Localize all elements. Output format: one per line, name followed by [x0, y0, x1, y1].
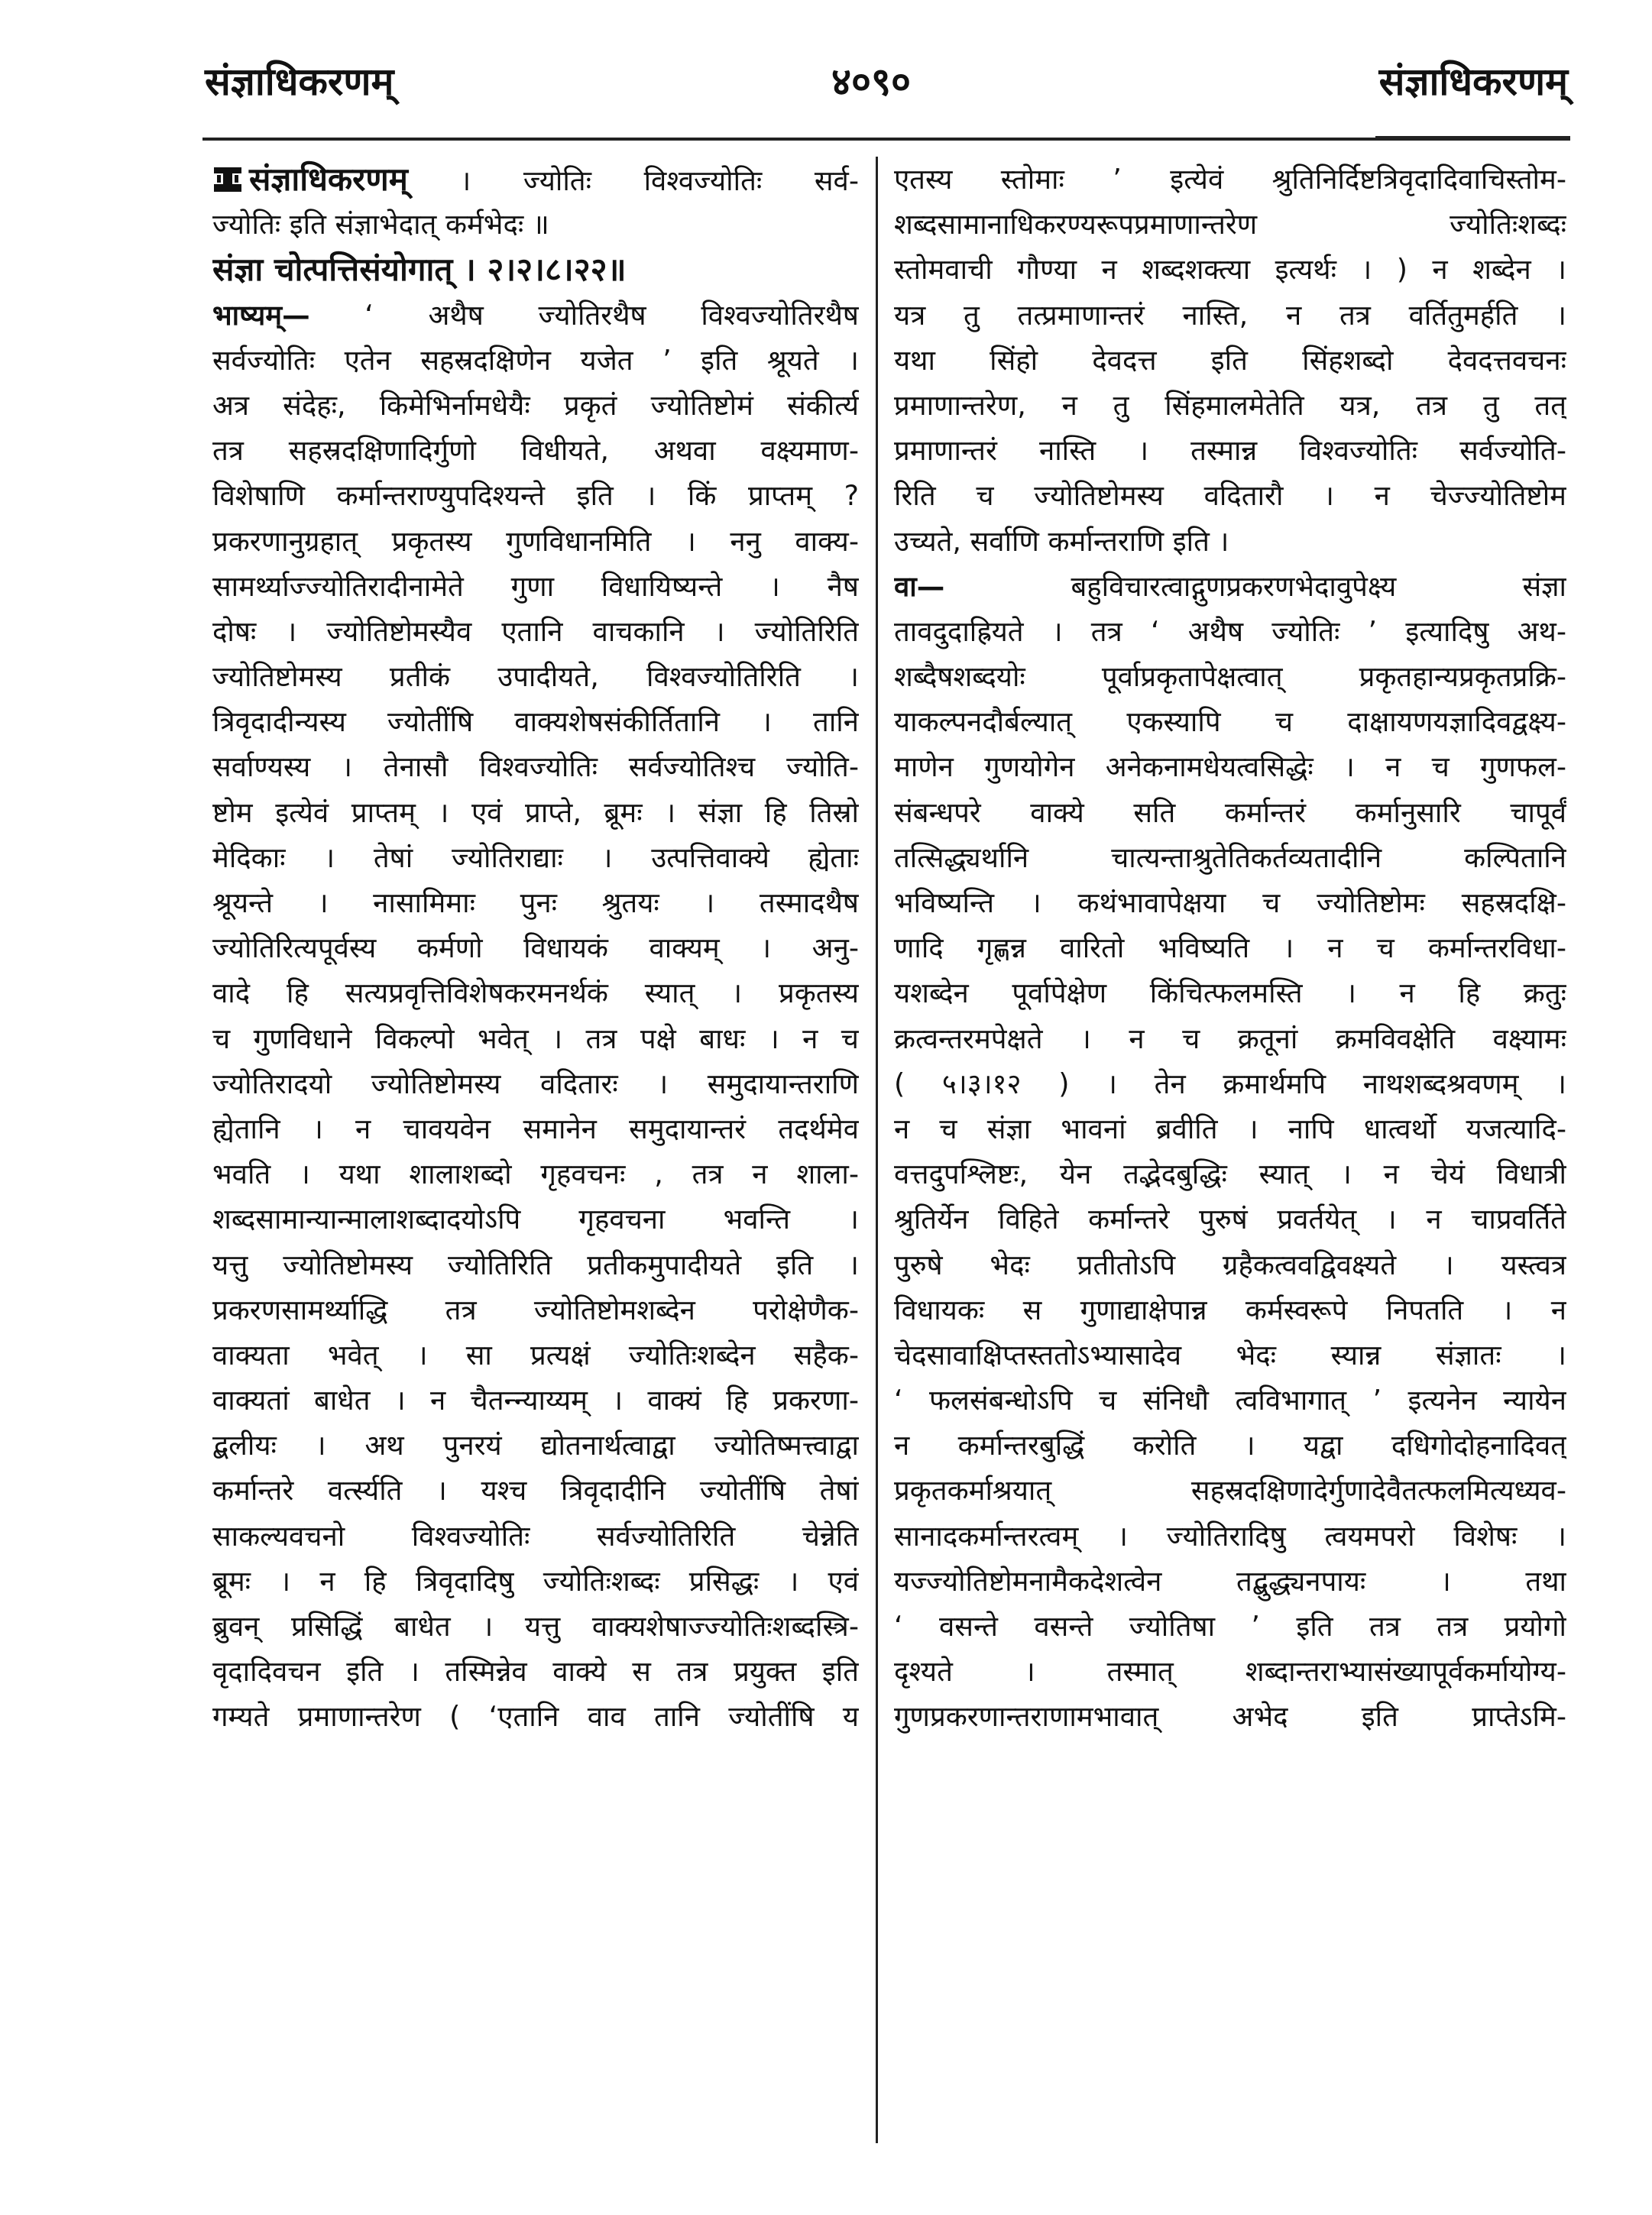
text-line: सर्वाण्यस्य । तेनासौ विश्वज्योतिः सर्वज्योतिश्च ज्योति- [212, 750, 859, 784]
bhashya-first-line-text: ‘ अथैष ज्योतिरथैष विश्वज्योतिरथैष [364, 298, 859, 332]
header-rule-short [1375, 136, 1570, 138]
adhikarana-line-rest: । ज्योतिः विश्वज्योतिः सर्व- [460, 164, 859, 197]
text-line: ‘ फलसंबन्धोऽपि च संनिधौ त्वविभागात् ’ इत्यनेन न्यायेन [894, 1384, 1566, 1417]
text-line: वत्तदुपश्लिष्टः, येन तद्भेदबुद्धिः स्यात् । न चेयं विधात्री [894, 1158, 1566, 1191]
text-line: वाक्यता भवेत् । सा प्रत्यक्षं ज्योतिःशब्देन सहैक- [212, 1338, 859, 1371]
text-line: त्रिवृदादीन्यस्य ज्योतींषि वाक्यशेषसंकीर्तितानि । तानि [212, 705, 859, 739]
text-line: गम्यते प्रमाणान्तरेण ( ‘एतानि वाव तानि ज्योतींषि य [212, 1700, 859, 1734]
column-divider [876, 157, 878, 2143]
text-line: वृदादिवचन इति । तस्मिन्नेव वाक्ये स तत्र प्रयुक्त इति [212, 1655, 859, 1689]
text-line: विधायकः स गुणाद्याक्षेपान्न कर्मस्वरूपे निपतति । न [894, 1293, 1566, 1326]
text-line: स्तोमवाची गौण्या न शब्दशक्त्या इत्यर्थः । ) न शब्देन । [894, 253, 1566, 287]
running-header-right: संज्ञाधिकरणम् [1378, 60, 1568, 104]
page-number: ४०९० [831, 60, 911, 104]
text-line: ह्येतानि । न चावयवेन समानेन समुदायान्तरं तदर्थमेव [212, 1112, 859, 1145]
text-line: श्रूयन्ते । नासामिमाः पुनः श्रुतयः । तस्मादथैष [212, 886, 859, 919]
running-header-left: संज्ञाधिकरणम् [205, 60, 394, 104]
text-line: संबन्धपरे वाक्ये सति कर्मान्तरं कर्मानुसारि चापूर्वं [894, 795, 1566, 829]
text-line: गुणप्रकरणान्तराणामभावात् अभेद इति प्राप्तेऽमि- [894, 1700, 1566, 1734]
text-line: शब्दैषशब्दयोः पूर्वाप्रकृतापेक्षत्वात् प्रकृतहान्यप्रकृतप्रक्रि- [894, 660, 1566, 694]
text-line: ज्योतिरित्यपूर्वस्य कर्मणो विधायकं वाक्यम् । अनु- [212, 931, 859, 965]
text-line: भविष्यन्ति । कथंभावापेक्षया च ज्योतिष्टोमः सहस्रदक्षि- [894, 886, 1566, 919]
header-rule [202, 138, 1570, 141]
bhashya-label: भाष्यम्— [212, 298, 310, 332]
bhashya-first-line [212, 293, 859, 338]
bhashya-body [212, 338, 859, 1740]
text-line: साकल्यवचनो विश्वज्योतिः सर्वज्योतिरिति चेन्नेति [212, 1519, 859, 1553]
adhikarana-title: संज्ञाधिकरणम् [249, 160, 408, 198]
text-line: ‘ वसन्ते वसन्ते ज्योतिषा ’ इति तत्र तत्र प्रयोगो [894, 1610, 1566, 1643]
sutra: संज्ञा चोत्पत्तिसंयोगात् । २।२।८।२२॥ [212, 251, 627, 289]
text-line: श्रुतिर्येन विहिते कर्मान्तरे पुरुषं प्रवर्तयेत् । न चाप्रवर्तिते [894, 1203, 1566, 1236]
text-line: यथा सिंहो देवदत्त इति सिंहशब्दो देवदत्तवचनः [894, 343, 1566, 377]
text-line: वाक्यतां बाधेत । न चैतन्न्याय्यम् । वाक्यं हि प्रकरणा- [212, 1384, 859, 1417]
text-line: प्रकरणानुग्रहात् प्रकृतस्य गुणविधानमिति । ननु वाक्य- [212, 524, 859, 558]
text-line: दोषः । ज्योतिष्टोमस्यैव एतानि वाचकानि । ज्योतिरिति [212, 614, 859, 648]
text-line: यत्र तु तत्प्रमाणान्तरं नास्ति, न तत्र वर्तितुमर्हति । [894, 298, 1566, 332]
text-line: दृश्यते । तस्मात् शब्दान्तराभ्यासंख्यापूर्वकर्मायोग्य- [894, 1655, 1566, 1689]
text-line: न कर्मान्तरबुद्धिं करोति । यद्वा दधिगोदोहनादिवत् [894, 1429, 1566, 1462]
varttika-body [894, 609, 1566, 1740]
text-line: ज्योतिरादयो ज्योतिष्टोमस्य वदितारः । समुदायान्तराणि [212, 1067, 859, 1100]
text-line: ( ५।३।१२ ) । तेन क्रमार्थमपि नाथशब्दश्रवणम् । [894, 1067, 1566, 1100]
text-line: कर्मान्तरे वर्त्स्यति । यश्च त्रिवृदादीनि ज्योतींषि तेषां [212, 1474, 859, 1507]
text-line: ष्टोम इत्येवं प्राप्तम् । एवं प्राप्ते, ब्रूमः । संज्ञा हि तिस्रो [212, 795, 859, 829]
text-line: सर्वज्योतिः एतेन सहस्रदक्षिणेन यजेत ’ इति श्रूयते । [212, 343, 859, 377]
text-line: ज्योतिष्टोमस्य प्रतीकं उपादीयते, विश्वज्योतिरिति । [212, 660, 859, 694]
text-line: न च संज्ञा भावनां ब्रवीति । नापि धात्वर्थो यजत्यादि- [894, 1112, 1566, 1145]
text-line: तावदुदाह्रियते । तत्र ‘ अथैष ज्योतिः ’ इत्यादिषु अथ- [894, 614, 1566, 648]
text-line: द्बलीयः । अथ पुनरयं द्योतनार्थत्वाद्वा ज्योतिष्मत्त्वाद्वा [212, 1429, 859, 1462]
text-line: प्रकृतकर्माश्रयात् सहस्रदक्षिणादेर्गुणादेवैतत्फलमित्यध्यव- [894, 1474, 1566, 1507]
text-line: यज्ज्योतिष्टोमनामैकदेशत्वेन तद्बुद्ध्यनपायः । तथा [894, 1564, 1566, 1598]
text-line: वादे हि सत्यप्रवृत्तिविशेषकरमनर्थकं स्यात् । प्रकृतस्य [212, 976, 859, 1010]
right-column [894, 157, 1566, 1740]
text-line: ब्रूमः । न हि त्रिवृदादिषु ज्योतिःशब्दः प्रसिद्धः । एवं [212, 1564, 859, 1598]
text-line: प्रमाणान्तरं नास्ति । तस्मान्न विश्वज्योतिः सर्वज्योति- [894, 434, 1566, 468]
text-line: यत्तु ज्योतिष्टोमस्य ज्योतिरिति प्रतीकमुपादीयते इति । [212, 1248, 859, 1281]
text-line: पुरुषे भेदः प्रतीतोऽपि ग्रहैकत्ववद्विवक्ष्यते । यस्त्वत्र [894, 1248, 1566, 1281]
text-line: च गुणविधाने विकल्पो भवेत् । तत्र पक्षे बाधः । न च [212, 1022, 859, 1055]
text-line: उच्यते, सर्वाणि कर्मान्तराणि इति । [894, 524, 1229, 558]
text-line: यशब्देन पूर्वापेक्षेण किंचित्फलमस्ति । न हि क्रतुः [894, 976, 1566, 1010]
varttika-first-line-text: बहुविचारत्वाद्गुणप्रकरणभेदावुपेक्ष्य संज्ञा [1071, 569, 1566, 603]
section-mark-icon [212, 164, 243, 195]
text-line: तत्र सहस्रदक्षिणादिर्गुणो विधीयते, अथवा वक्ष्यमाण- [212, 434, 859, 468]
text-line: भवति । यथा शालाशब्दो गृहवचनः , तत्र न शाला- [212, 1158, 859, 1191]
text-line: शब्दसामानाधिकरण्यरूपप्रमाणान्तरेण ज्योतिःशब्दः [894, 208, 1566, 241]
text-line: प्रकरणसामर्थ्याद्धि तत्र ज्योतिष्टोमशब्देन परोक्षेणैक- [212, 1293, 859, 1326]
bhashya-continuation [894, 157, 1566, 564]
text-line: तत्सिद्ध्यर्थानि चात्यन्ताश्रुतेतिकर्तव्यतादीनि कल्पितानि [894, 840, 1566, 874]
text-line: ब्रुवन् प्रसिद्धिं बाधेत । यत्तु वाक्यशेषाज्ज्योतिःशब्दस्त्रि- [212, 1610, 859, 1643]
text-line: सामर्थ्याज्ज्योतिरादीनामेते गुणा विधायिष्यन्ते । नैष [212, 569, 859, 603]
text-line: एतस्य स्तोमाः ’ इत्येवं श्रुतिनिर्दिष्टत्रिवृदादिवाचिस्तोम- [894, 163, 1566, 196]
text-line: चेदसावाक्षिप्तस्ततोऽभ्यासादेव भेदः स्यान्न संज्ञातः । [894, 1338, 1566, 1371]
varttika-label: वा— [894, 569, 945, 603]
text-line: विशेषाणि कर्मान्तराण्युपदिश्यन्ते इति । किं प्राप्तम् ? [212, 479, 859, 513]
text-line: अत्र संदेहः, किमेभिर्नामधेयैः प्रकृतं ज्योतिष्टोमं संकीर्त्य [212, 388, 859, 422]
text-line: क्रत्वन्तरमपेक्षते । न च क्रतूनां क्रमविवक्षेति वक्ष्यामः [894, 1022, 1566, 1055]
text-line: णादि गृह्णन्न वारितो भविष्यति । न च कर्मान्तरविधा- [894, 931, 1566, 965]
left-column [212, 157, 859, 1740]
text-line: शब्दसामान्यान्मालाशब्दादयोऽपि गृहवचना भवन्ति । [212, 1203, 859, 1236]
adhikarana-heading-line [212, 157, 859, 202]
text-line: मेदिकाः । तेषां ज्योतिराद्याः । उत्पत्तिवाक्ये ह्येताः [212, 840, 859, 874]
text-line: सानादकर्मान्तरत्वम् । ज्योतिरादिषु त्वयमपरो विशेषः । [894, 1519, 1566, 1553]
text-line: माणेन गुणयोगेन अनेकनामधेयत्वसिद्धेः । न च गुणफल- [894, 750, 1566, 784]
text-line: प्रमाणान्तरेण, न तु सिंहमालमेतेति यत्र, तत्र तु तत् [894, 388, 1566, 422]
text-line: याकल्पनदौर्बल्यात् एकस्यापि च दाक्षायणयज्ञादिवद्वक्ष्य- [894, 705, 1566, 739]
varttika-first-line [894, 564, 1566, 609]
adhikarana-second-line: ज्योतिः इति संज्ञाभेदात् कर्मभेदः ॥ [212, 208, 549, 241]
text-line: रिति च ज्योतिष्टोमस्य वदितारौ । न चेज्ज्योतिष्टोम [894, 479, 1566, 513]
